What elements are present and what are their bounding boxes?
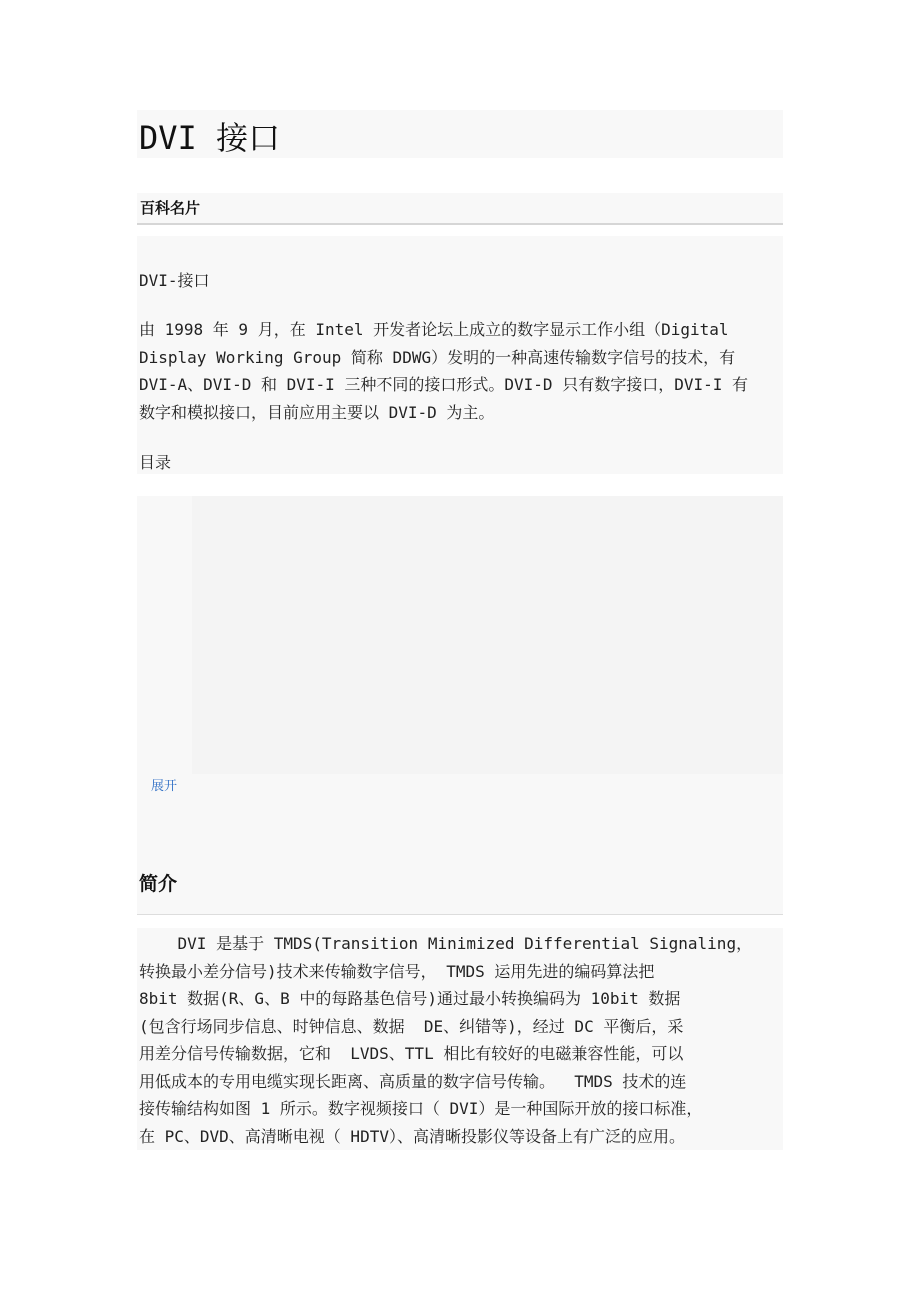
body-line: 接传输结构如图 1 所示。数字视频接口（ DVI）是一种国际开放的接口标准， (139, 1099, 703, 1118)
toc-label: 目录 (139, 453, 172, 472)
summary-card-header (137, 193, 783, 225)
image-caption: DVI-接口 (139, 271, 210, 290)
body-line: 转换最小差分信号)技术来传输数字信号， TMDS 运用先进的编码算法把 (139, 961, 655, 981)
expand-toc-link[interactable]: 展开 (151, 779, 178, 794)
body-line: (包含行场同步信息、时钟信息、数据 DE、纠错等)，经过 DC 平衡后，采 (139, 1016, 684, 1036)
body-line: 8bit 数据(R、G、B 中的每路基色信号)通过最小转换编码为 10bit 数据 (139, 989, 681, 1008)
section-body (137, 928, 783, 1150)
body-line: 在 PC、DVD、高清晰电视（ HDTV）、高清晰投影仪等设备上有广泛的应用。 (139, 1126, 685, 1146)
section-divider (137, 914, 783, 915)
intro-line: 由 1998 年 9 月，在 Intel 开发者论坛上成立的数字显示工作小组（Digital (139, 320, 729, 339)
intro-line: 数字和模拟接口，目前应用主要以 DVI-D 为主。 (139, 402, 495, 422)
summary-card-heading: 百科名片 (140, 199, 201, 217)
intro-line: DVI-A、DVI-D 和 DVI-I 三种不同的接口形式。DVI-D 只有数字接口，DVI-I 有 (139, 375, 748, 394)
section-heading-intro: 简介 (139, 873, 178, 895)
body-line: DVI 是基于 TMDS(Transition Minimized Differential Signaling， (139, 934, 753, 953)
intro-line: Display Working Group 简称 DDWG）发明的一种高速传输数字信号的技术，有 (139, 347, 736, 367)
title-panel (137, 110, 783, 158)
body-line: 用差分信号传输数据，它和 LVDS、TTL 相比有较好的电磁兼容性能，可以 (139, 1044, 684, 1063)
body-line: 用低成本的专用电缆实现长距离、高质量的数字信号传输。 TMDS 技术的连 (139, 1071, 687, 1091)
toc-box (192, 496, 783, 774)
intro-section (137, 236, 783, 474)
page-title: DVI 接口 (139, 119, 281, 157)
